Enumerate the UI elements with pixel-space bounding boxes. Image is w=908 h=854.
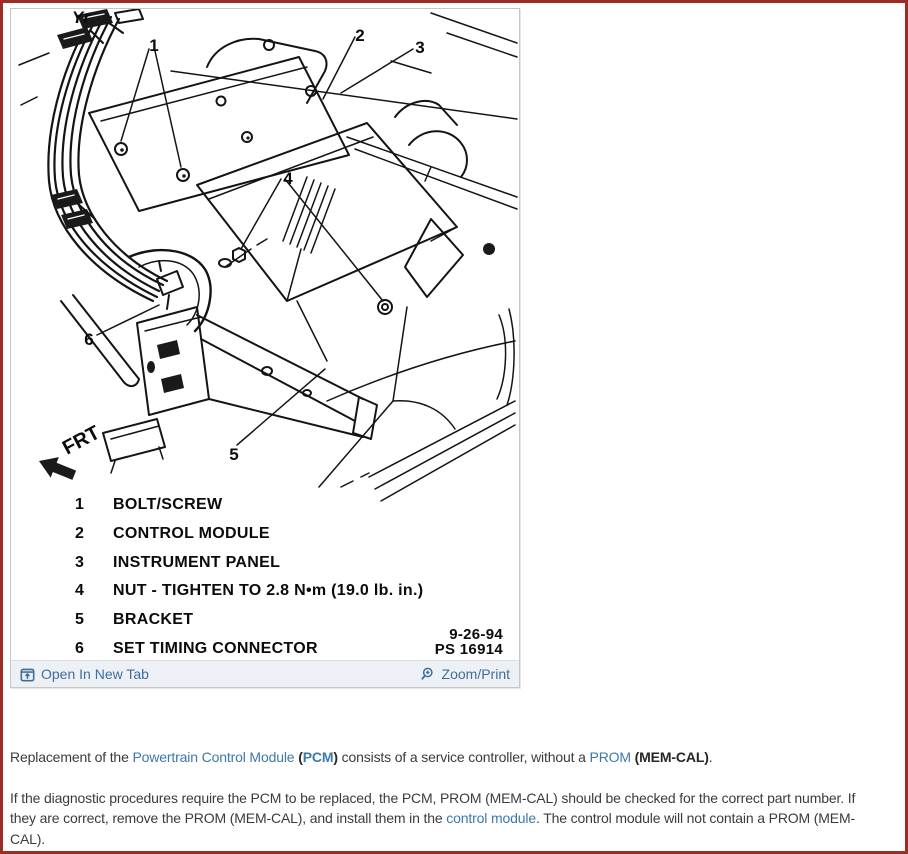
legend-row	[75, 496, 423, 525]
legend-row	[75, 640, 423, 669]
legend-row	[75, 582, 423, 611]
powertrain-control-module-link[interactable]: Powertrain Control Module	[132, 749, 295, 765]
wire-mark: Yr	[72, 9, 90, 27]
legend-num: 1	[75, 496, 85, 513]
article-body	[10, 747, 884, 849]
legend-label: BRACKET	[113, 611, 194, 629]
legend-num: 6	[75, 639, 85, 657]
callout-4: 4	[283, 169, 293, 188]
legend-num: 3	[75, 553, 85, 571]
paragraph-diagnostic: If the diagnostic procedures require the PCM to be replaced, the PCM, PROM (MEM-CAL) should be checked for the correct part number. If they are correct, remove the PROM (MEM-CAL), and install them in the control module. The control module will not contain a PROM (MEM-CAL).	[10, 789, 856, 847]
legend-label: INSTRUMENT PANEL	[113, 553, 281, 571]
zoom-print-button[interactable]	[421, 666, 510, 682]
control-module-link[interactable]: control module	[446, 810, 536, 827]
callout-2: 2	[355, 26, 365, 45]
callout-1: 1	[149, 36, 159, 55]
legend-num: 4	[75, 582, 85, 600]
pcm-link[interactable]: PCM	[302, 749, 334, 765]
open-in-new-tab-icon	[20, 667, 35, 682]
legend-label: NUT - TIGHTEN TO 2.8 N•m (19.0 lb. in.)	[113, 582, 424, 600]
open-in-new-tab-label: Open In New Tab	[41, 666, 149, 682]
figure-part-number: PS 16914	[434, 640, 503, 658]
legend-label: CONTROL MODULE	[113, 524, 270, 542]
figure-panel	[10, 8, 520, 688]
figure-code-block	[435, 628, 503, 657]
legend-num: 2	[75, 524, 85, 542]
legend-row	[75, 554, 423, 583]
diagram-legend	[75, 496, 423, 669]
callout-5: 5	[229, 445, 239, 464]
paragraph-replacement: Replacement of the Powertrain Control Module (PCM) consists of a service controller, without a PROM (MEM-CAL).	[10, 749, 713, 765]
legend-row	[75, 525, 423, 554]
callout-3: 3	[415, 38, 425, 57]
diagram-image[interactable]	[11, 9, 519, 660]
legend-row	[75, 611, 423, 640]
frt-label: FRT	[59, 421, 104, 460]
legend-label: SET TIMING CONNECTOR	[113, 639, 318, 657]
legend-num: 5	[75, 611, 85, 629]
legend-label: BOLT/SCREW	[113, 496, 223, 513]
callout-6: 6	[84, 330, 94, 349]
prom-link[interactable]: PROM	[589, 749, 631, 765]
zoom-print-label: Zoom/Print	[441, 666, 510, 682]
figure-date: 9-26-94	[449, 626, 503, 643]
